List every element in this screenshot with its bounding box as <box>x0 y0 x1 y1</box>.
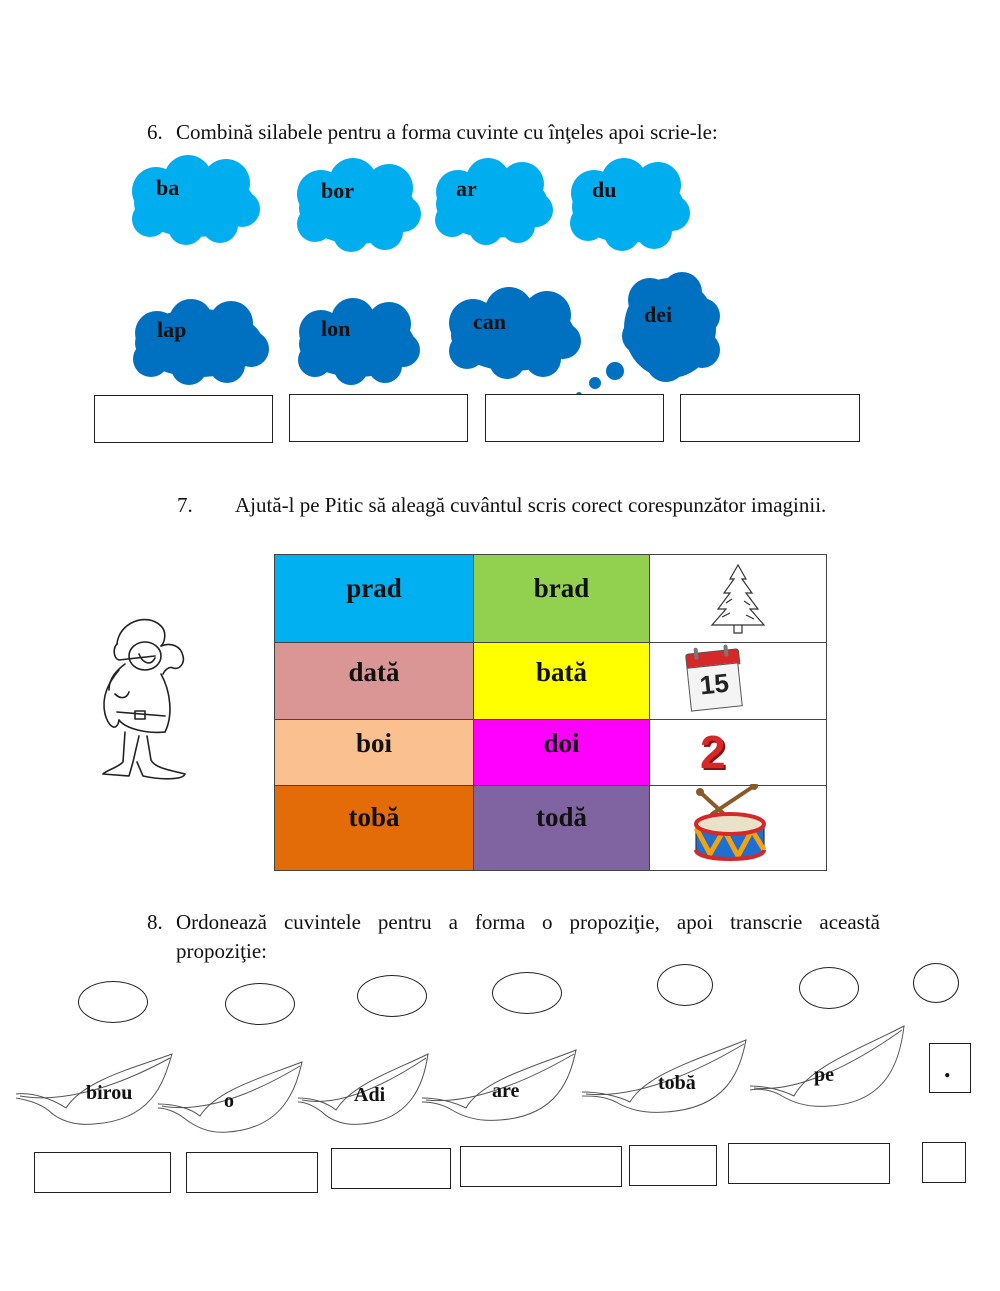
answer-box-4[interactable] <box>680 394 860 442</box>
cloud-shape-icon <box>293 296 421 384</box>
cloud-shape-icon <box>566 155 690 253</box>
sentence-box-6[interactable] <box>728 1143 890 1184</box>
order-oval-1[interactable] <box>78 981 148 1023</box>
word-leaf-birou[interactable] <box>14 1050 174 1130</box>
order-oval-6[interactable] <box>799 967 859 1009</box>
syllable-label: ba <box>156 175 180 200</box>
order-oval-3[interactable] <box>357 975 427 1017</box>
word-label: are <box>492 1080 520 1102</box>
syllable-label: du <box>592 177 617 202</box>
sentence-box-3[interactable] <box>331 1148 451 1189</box>
syllable-cloud-ar[interactable] <box>430 156 554 246</box>
drum-icon <box>690 784 770 866</box>
word-leaf-o[interactable] <box>156 1056 306 1136</box>
syllable-label: lap <box>157 317 187 342</box>
order-oval-7[interactable] <box>913 963 959 1003</box>
word-option-brad[interactable]: brad <box>474 555 650 643</box>
syllable-cloud-can[interactable] <box>443 287 583 399</box>
calendar-day-number: 15 <box>698 667 731 701</box>
answer-box-1[interactable] <box>94 395 273 443</box>
order-oval-2[interactable] <box>225 983 295 1025</box>
sentence-box-2[interactable] <box>186 1152 318 1193</box>
cloud-shape-icon <box>443 287 583 399</box>
word-option-toba[interactable]: tobă <box>275 786 474 871</box>
word-leaf-adi[interactable] <box>296 1050 432 1130</box>
sentence-box-7[interactable] <box>922 1142 966 1183</box>
q6-number: 6. <box>147 120 163 144</box>
syllable-label: ar <box>456 176 477 201</box>
sentence-box-5[interactable] <box>629 1145 717 1186</box>
q8-instruction-line2: propoziţie: <box>176 939 267 963</box>
word-leaf-toba[interactable] <box>580 1036 750 1118</box>
word-option-bata[interactable]: bată <box>474 643 650 720</box>
syllable-label: lon <box>321 316 351 341</box>
word-label: tobă <box>658 1072 696 1094</box>
period-box[interactable] <box>929 1043 971 1093</box>
syllable-cloud-lon[interactable] <box>293 296 421 384</box>
cloud-shape-icon <box>127 295 271 385</box>
cloud-shape-icon <box>293 156 421 252</box>
q7-instruction: Ajută-l pe Pitic să aleagă cuvântul scris corect corespunzător imaginii. <box>235 493 827 517</box>
syllable-label: dei <box>644 302 673 327</box>
q8-number: 8. <box>147 910 163 934</box>
word-choice-table <box>274 554 827 871</box>
number-two-icon: 2 <box>700 726 726 778</box>
cloud-shape-icon <box>430 156 554 246</box>
word-label: birou <box>86 1082 133 1104</box>
answer-box-3[interactable] <box>485 394 664 442</box>
cloud-shape-icon <box>126 153 262 245</box>
q6-instruction: Combină silabele pentru a forma cuvinte cu înţeles apoi scrie-le: <box>176 120 718 144</box>
syllable-cloud-dei[interactable] <box>620 270 720 384</box>
dwarf-illustration <box>95 612 195 787</box>
calendar-icon <box>685 648 743 713</box>
word-option-boi[interactable]: boi <box>275 720 474 786</box>
period-mark: . <box>944 1054 951 1083</box>
picture-cell-number <box>650 720 827 786</box>
picture-cell-calendar <box>650 643 827 720</box>
word-label: pe <box>814 1064 834 1086</box>
syllable-cloud-du[interactable] <box>566 155 690 253</box>
q7-number: 7. <box>177 493 193 517</box>
order-oval-4[interactable] <box>492 972 562 1014</box>
syllable-cloud-lap[interactable] <box>127 295 271 385</box>
syllable-label: bor <box>321 178 354 203</box>
word-leaf-pe[interactable] <box>748 1024 908 1112</box>
word-option-toda[interactable]: todă <box>474 786 650 871</box>
word-option-doi[interactable]: doi <box>474 720 650 786</box>
syllable-cloud-bor[interactable] <box>293 156 421 252</box>
word-option-prad[interactable]: prad <box>275 555 474 643</box>
word-option-data[interactable]: dată <box>275 643 474 720</box>
sentence-box-1[interactable] <box>34 1152 171 1193</box>
sentence-box-4[interactable] <box>460 1146 622 1187</box>
q8-instruction-line1: Ordonează cuvintele pentru a forma o propoziţie, apoi transcrie această <box>176 910 880 934</box>
syllable-label: can <box>473 309 506 334</box>
order-oval-5[interactable] <box>657 964 713 1006</box>
word-label: Adi <box>354 1084 386 1106</box>
picture-cell-drum <box>650 786 827 871</box>
picture-cell-tree <box>650 555 827 643</box>
word-leaf-are[interactable] <box>420 1046 580 1126</box>
word-label: o <box>224 1090 234 1112</box>
syllable-cloud-ba[interactable] <box>126 153 262 245</box>
fir-tree-icon <box>708 563 768 635</box>
answer-box-2[interactable] <box>289 394 468 442</box>
